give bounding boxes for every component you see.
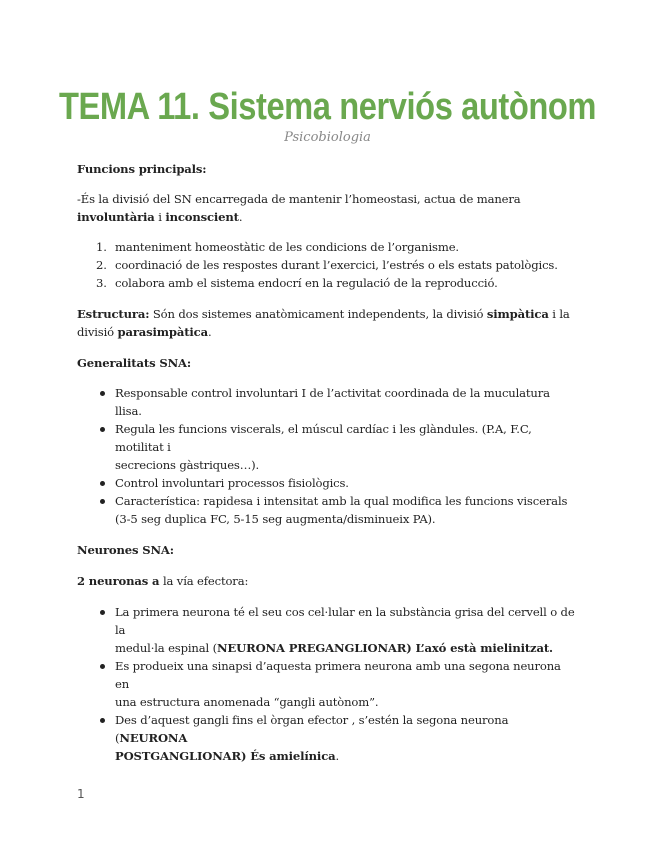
bullet-icon [100,391,105,396]
page-number: 1 [77,787,85,801]
list-item: 1. manteniment homeostàtic de les condicions de l’organisme. [96,240,459,254]
funcions-intro: -És la divisió del SN encarregada de mantenir l’homeostasi, actua de manera involuntària i inconscient. [77,192,521,224]
neurones-via: 2 neuronas a la vía efectora: [77,574,249,588]
bullet-icon [100,499,105,504]
bullet-icon [100,718,105,723]
list-item: Control involuntari processos fisiològics. [77,474,577,492]
estructura-paragraph: Estructura: Són dos sistemes anatòmicament independents, la divisió simpàtica i la divisió parasimpàtica. [77,307,570,339]
bullet-icon [100,481,105,486]
section-heading-generalitats: Generalitats SNA: [77,356,191,370]
list-item: Característica: rapidesa i intensitat amb la qual modifica les funcions viscerals (3-5 seg duplica FC, 5-15 seg augmenta/disminueix PA). [77,492,577,528]
page-title: TEMA 11. Sistema nerviós autònom [58,86,597,128]
list-item: Responsable control involuntari I de l’activitat coordinada de la muculatura llisa. [77,384,577,420]
list-item: La primera neurona té el seu cos cel·lular en la substància grisa del cervell o de la medul·la espinal (NEURONA PREGANGLIONAR) L’axó està mielinitzat. [77,603,577,657]
document-body [77,160,577,765]
generalitats-list [77,384,577,528]
list-item: Es produeix una sinapsi d’aquesta primera neurona amb una segona neurona en una estructura anomenada “gangli autònom”. [77,657,577,711]
section-heading-funcions: Funcions principals: [77,162,207,176]
list-item: Regula les funcions viscerals, el múscul cardíac i les glàndules. (P.A, F.C, motilitat i secrecions gàstriques…). [77,420,577,474]
list-item: 3. colabora amb el sistema endocrí en la regulació de la reproducció. [96,276,498,290]
list-item: Des d’aquest gangli fins el òrgan efector , s’estén la segona neurona (NEURONA POSTGANGLIONAR) És amielínica. [77,711,577,765]
page-subtitle: Psicobiologia [284,130,371,145]
funcions-list [77,238,577,292]
list-item: 2. coordinació de les respostes durant l’exercici, l’estrés o els estats patològics. [96,258,558,272]
bullet-icon [100,610,105,615]
neurones-list [77,603,577,765]
bullet-icon [100,427,105,432]
section-heading-neurones: Neurones SNA: [77,543,174,557]
bullet-icon [100,664,105,669]
